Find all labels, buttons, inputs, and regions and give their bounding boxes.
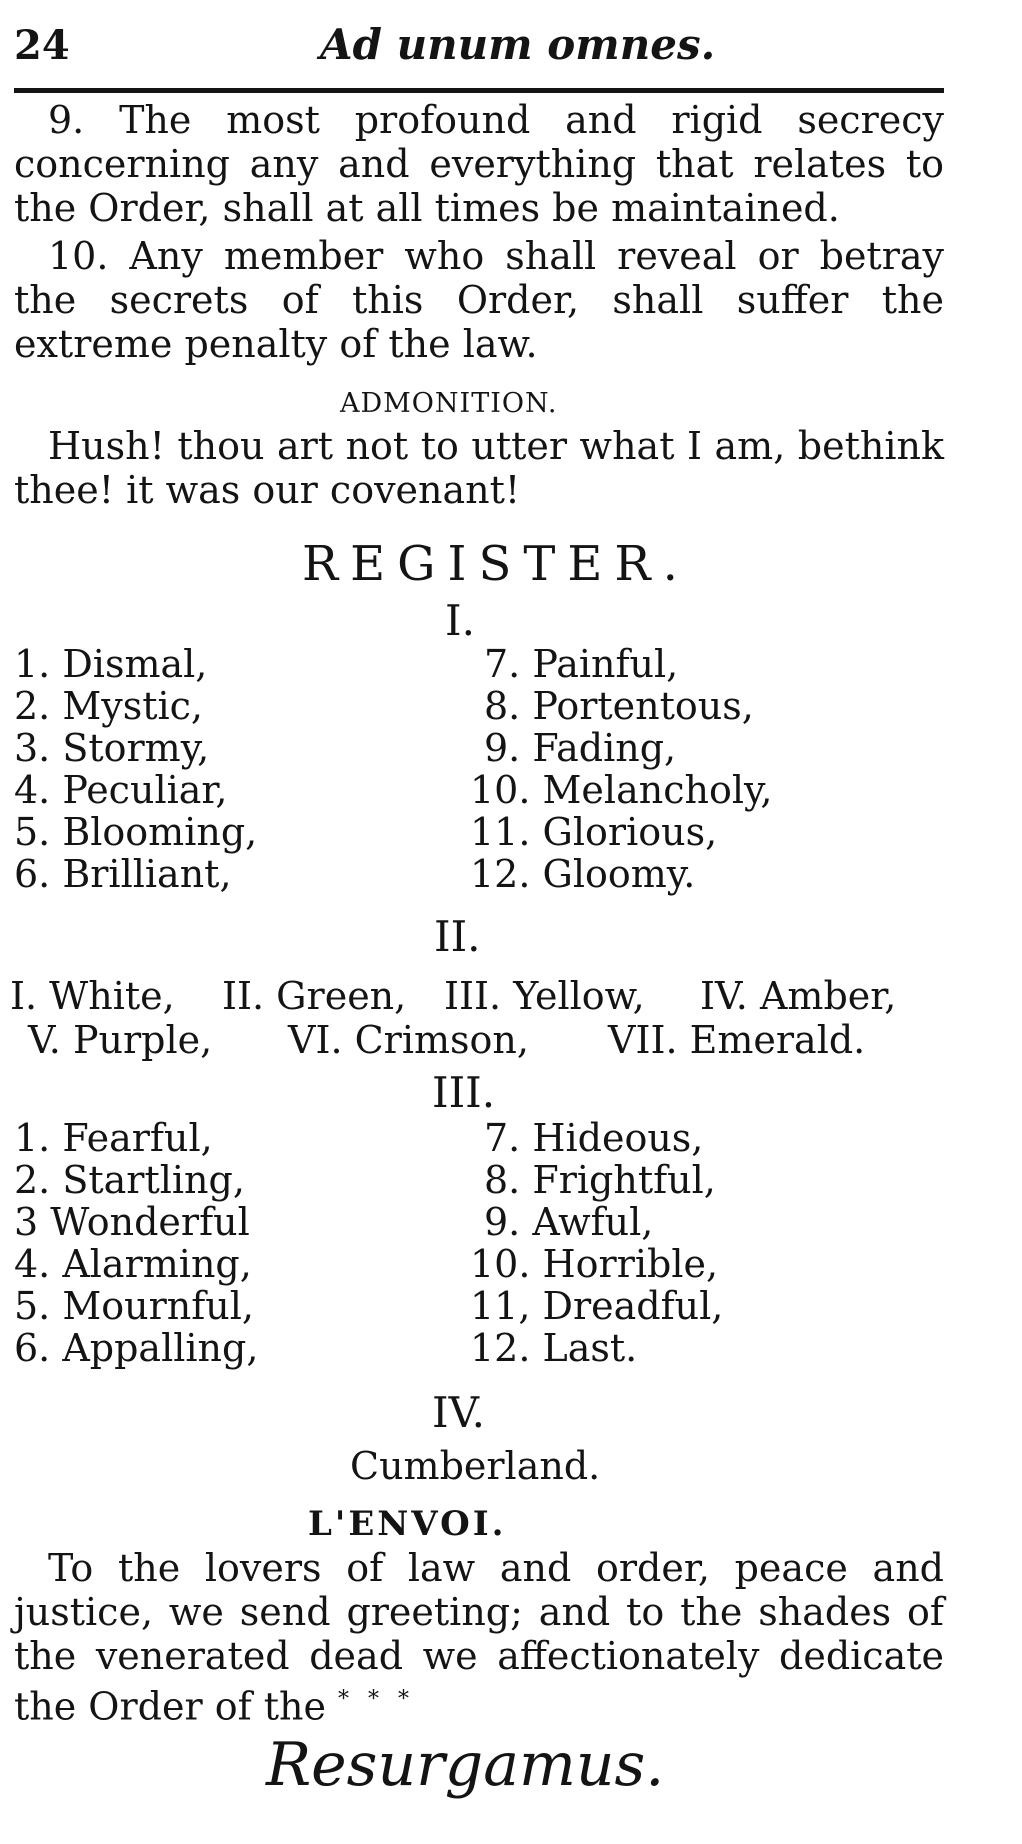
list-item: 6. Brilliant, [14,852,232,896]
list-item: 2. Startling, [14,1158,245,1202]
list-item: 9. Awful, [484,1200,654,1244]
list-item: 5. Mournful, [14,1284,255,1328]
running-title: Ad unum omnes. [320,20,716,69]
list-item: 11, Dreadful, [470,1284,724,1328]
list-item: 1. Fearful, [14,1116,213,1160]
list-item: V. Purple, [28,1018,213,1062]
closing-signature: Resurgamus. [266,1730,665,1800]
list-item: 6. Appalling, [14,1326,259,1370]
asterisks: * * * [338,1687,416,1712]
envoi-text: To the lovers of law and order, peace and justice, we send greeting; and to the shades of the venerated dead we affectionately dedicate the Order of the [14,1546,944,1729]
list-item: 2. Mystic, [14,684,203,728]
list-item: 4. Peculiar, [14,768,228,812]
rule-9-paragraph: 9. The most profound and rigid secrecy concerning any and everything that relates to the Order, shall at all times be maintained. [14,98,944,230]
list-item: III. Yellow, [444,974,645,1018]
list-item: 3. Stormy, [14,726,210,770]
envoi-paragraph [14,1546,944,1729]
list-item: IV. Amber, [700,974,897,1018]
list-item: I. White, [10,974,175,1018]
list-item: 12. Last. [470,1326,638,1370]
list-item: 7. Hideous, [484,1116,704,1160]
header-rule [14,88,944,93]
list-item: II. Green, [222,974,407,1018]
list-item: 7. Painful, [484,642,679,686]
list-item: 10. Melancholy, [470,768,773,812]
list-item: 8. Portentous, [484,684,754,728]
list-item: 1. Dismal, [14,642,208,686]
list-item: 5. Blooming, [14,810,258,854]
list-item: 10. Horrible, [470,1242,719,1286]
page-number: 24 [14,22,70,69]
section-4-entry: Cumberland. [350,1444,601,1488]
section-3-numeral: III. [432,1068,496,1117]
list-item: 4. Alarming, [14,1242,252,1286]
register-title: REGISTER. [302,536,690,592]
list-item: 8. Frightful, [484,1158,716,1202]
rule-10-paragraph: 10. Any member who shall reveal or betray the secrets of this Order, shall suffer the extreme penalty of the law. [14,234,944,366]
envoi-heading: L'ENVOI. [308,1504,507,1544]
section-2-numeral: II. [434,912,481,961]
list-item: 11. Glorious, [470,810,718,854]
list-item: 9. Fading, [484,726,677,770]
list-item: 3 Wonderful [14,1200,250,1244]
list-item: VII. Emerald. [608,1018,866,1062]
list-item: 12. Gloomy. [470,852,696,896]
section-4-numeral: IV. [432,1388,485,1437]
admonition-heading: ADMONITION. [340,388,558,419]
section-1-numeral: I. [445,596,475,645]
admonition-text: Hush! thou art not to utter what I am, bethink thee! it was our covenant! [14,424,944,512]
list-item: VI. Crimson, [288,1018,529,1062]
